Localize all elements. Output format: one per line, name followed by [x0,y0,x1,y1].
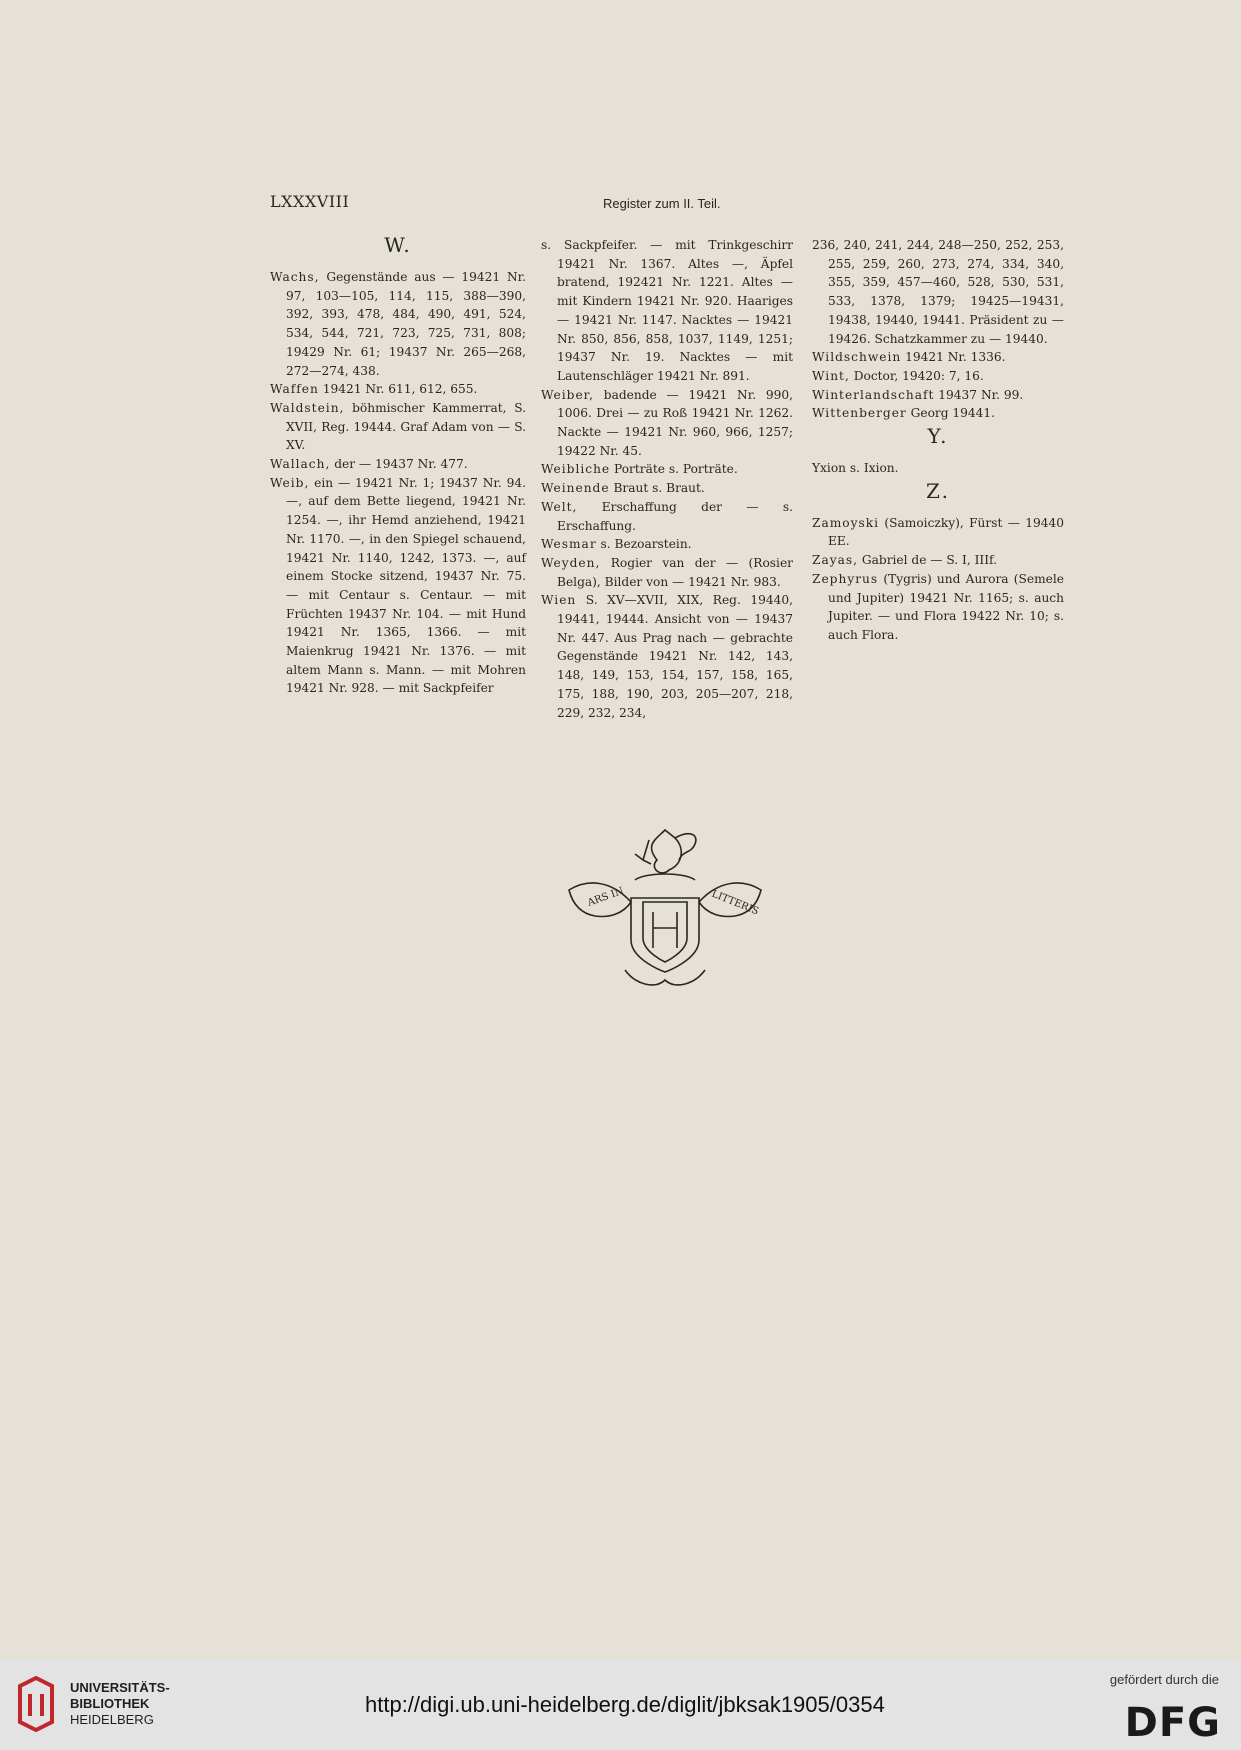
entry-keyword: Winterlandschaft [812,387,935,402]
permalink-url[interactable]: http://digi.ub.uni-heidelberg.de/diglit/jbksak1905/0354 [365,1692,885,1717]
entry-text: Gegenstände aus — 19421 Nr. 97, 103—105, 114, 115, 388—390, 392, 393, 478, 484, 490, 491, 524, 534, 544, 721, 723, 725, 731, 808; 19429 Nr. 61; 19437 Nr. 265—268, 272—274, 438. [286,270,526,378]
entry-text: 19421 Nr. 611, 612, 655. [318,382,478,397]
entry-list [812,459,1064,478]
page-number: LXXXVIII [270,192,350,211]
entry-text: badende — 19421 Nr. 990, 1006. Drei — zu Roß 19421 Nr. 1262. Nackte — 19421 Nr. 960, 966, 1257; 19422 Nr. 45. [557,387,793,458]
index-entry [812,551,1064,570]
index-entry [270,268,526,380]
emblem-motto-right: LITTERIS [709,888,761,918]
index-entry [541,591,793,722]
entry-text: (Tygris) und Aurora (Semele und Jupiter) 19421 Nr. 1165; s. auch Jupiter. — und Flora 19422 Nr. 10; s. auch Flora. [828,571,1064,642]
entry-text: Erschaffung der — s. Erschaffung. [557,499,793,533]
emblem-motto-left: ARS IN [586,885,626,909]
index-entry [812,404,1064,423]
entry-text: ein — 19421 Nr. 1; 19437 Nr. 94. —, auf dem Bette liegend, 19421 Nr. 1254. —, ihr Hemd anziehend, 19421 Nr. 1170. —, in den Spiegel schauend, 19421 Nr. 1140, 1242, 1373. —, auf einem Stocke sitzend, 19437 Nr. 75. — mit Centaur s. Centaur. — mit Früchten 19437 Nr. 104. — mit Hund 19421 Nr. 1365, 1366. — mit Maienkrug 19421 Nr. 1376. — mit altem Mann s. Mann. — mit Mohren 19421 Nr. 928. — mit Sackpfeifer [286,475,526,696]
section-letter-w: W. [384,233,412,257]
section-letter-y: Y. [927,424,949,449]
index-entry [812,367,1064,386]
entry-text: böhmischer Kammerrat, S. XVII, Reg. 19444. Graf Adam von — S. XV. [286,400,526,453]
entry-keyword: Wachs, [270,270,320,284]
index-entry [812,570,1064,645]
entry-keyword: Wildschwein [812,350,902,365]
entry-text: Rogier van der — (Rosier Belga), Bilder von — 19421 Nr. 983. [557,555,793,589]
entry-text: S. XV—XVII, XIX, Reg. 19440, 19441, 19444. Ansicht von — 19437 Nr. 447. Aus Prag nach — gebrachte Gegenstände 19421 Nr. 142, 143, 148, 149, 153, 154, 157, 158, 165, 175, 188, 190, 203, 205—207, 218, 229, 232, 234, [557,593,793,720]
index-entry [270,380,526,399]
entry-keyword: Waldstein, [270,400,345,415]
index-column-2 [541,236,793,722]
entry-text: Doctor, 19420: 7, 16. [849,368,984,383]
entry-text: 19421 Nr. 1336. [901,350,1006,365]
entry-keyword: Welt, [541,499,578,514]
entry-text: s. Bezoarstein. [596,537,692,552]
university-library-name: UNIVERSITÄTS- BIBLIOTHEK HEIDELBERG [70,1680,170,1727]
entry-text: 236, 240, 241, 244, 248—250, 252, 253, 255, 259, 260, 273, 274, 334, 340, 355, 359, 457—460, 528, 530, 531, 533, 1378, 1379; 19425—19431, 19438, 19440, 19441. Präsident zu — 19426. Schatzkammer zu — 19440. [812,238,1064,346]
entry-list [812,514,1064,645]
entry-keyword: Wien [541,593,577,608]
funder-label: gefördert durch die [1109,1672,1219,1687]
entry-text: Gabriel de — S. I, IIIf. [858,553,997,568]
index-entry [812,236,1064,348]
entry-keyword: Wallach, [270,457,331,472]
entry-keyword: Weibliche [541,462,611,477]
entry-keyword: Zayas, [812,553,859,568]
entry-keyword: Waffen [270,382,319,397]
entry-keyword: Zamoyski [812,515,880,530]
entry-list [270,268,526,698]
entry-list [812,236,1064,423]
entry-text: Georg 19441. [906,406,996,421]
entry-text: (Samoiczky), Fürst — 19440 EE. [828,515,1064,549]
entry-keyword: Zephyrus [812,571,879,586]
entry-text: der — 19437 Nr. 477. [330,457,468,472]
digitization-footer [0,1660,1241,1750]
index-entry [812,514,1064,551]
index-column-1 [270,233,526,698]
entry-text: Yxion s. Ixion. [812,461,899,476]
entry-keyword: Weinende [541,481,610,496]
printer-emblem [565,820,765,1000]
index-entry [541,460,793,479]
index-entry [541,386,793,461]
university-library-logo-icon [14,1676,58,1732]
entry-keyword: Wint, [812,368,850,383]
index-entry [812,348,1064,367]
entry-keyword: Weib, [270,475,310,490]
dfg-logo: DFG [1124,1700,1221,1746]
entry-text: Braut s. Braut. [609,481,705,496]
entry-keyword: Wittenberger [812,406,907,421]
index-entry [541,236,793,386]
index-column-3 [812,236,1064,645]
entry-list [541,236,793,722]
running-title: Register zum II. Teil. [603,196,721,211]
index-entry [270,474,526,698]
index-entry [541,535,793,554]
entry-keyword: Wesmar [541,537,597,552]
index-entry [541,479,793,498]
index-entry [270,455,526,474]
entry-keyword: Weiber, [541,387,595,402]
entry-text: Porträte s. Porträte. [610,462,738,477]
entry-text: 19437 Nr. 99. [934,387,1024,402]
entry-keyword: Weyden, [541,555,601,570]
index-entry [812,386,1064,405]
section-letter-z: Z. [926,478,950,503]
index-entry [812,459,1064,478]
index-entry [270,399,526,455]
index-entry [541,554,793,591]
index-entry [541,498,793,535]
entry-text: s. Sackpfeifer. — mit Trinkgeschirr 19421 Nr. 1367. Altes —, Äpfel bratend, 192421 Nr. 1221. Altes — mit Kindern 19421 Nr. 920. Haariges — 19421 Nr. 1147. Nacktes — 19421 Nr. 850, 856, 858, 1037, 1149, 1251; 19437 Nr. 19. Nacktes — mit Lautenschläger 19421 Nr. 891. [541,238,793,383]
